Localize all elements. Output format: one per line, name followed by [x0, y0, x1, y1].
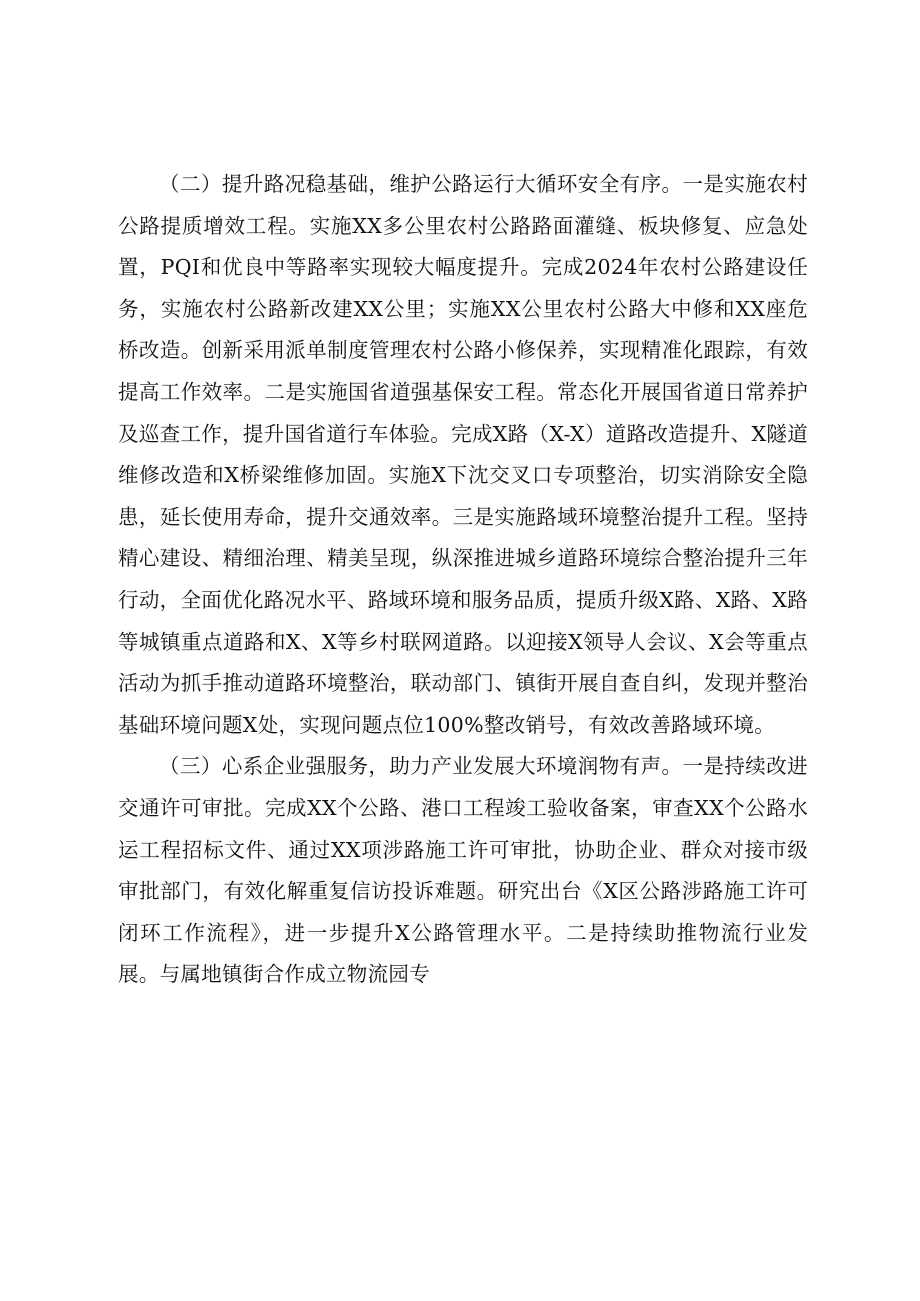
document-body — [118, 164, 808, 996]
paragraph-enterprise-service: （三）心系企业强服务，助力产业发展大环境润物有声。一是持续改进交通许可审批。完成XX个公路、港口工程竣工验收备案，审查XX个公路水运工程招标文件、通过XX项涉路施工许可审批，协助企业、群众对接市级审批部门，有效化解重复信访投诉难题。研究出台《X区公路涉路施工许可闭环工作流程》，进一步提升X公路管理水平。二是持续助推物流行业发展。与属地镇街合作成立物流园专 — [118, 754, 808, 987]
paragraph-road-conditions: （二）提升路况稳基础，维护公路运行大循环安全有序。一是实施农村公路提质增效工程。实施XX多公里农村公路路面灌缝、板块修复、应急处置，PQI和优良中等路率实现较大幅度提升。完成2024年农村公路建设任务，实施农村公路新改建XX公里；实施XX公里农村公路大中修和XX座危桥改造。创新采用派单制度管理农村公路小修保养，实现精准化跟踪，有效提高工作效率。二是实施国省道强基保安工程。常态化开展国省道日常养护及巡查工作，提升国省道行车体验。完成X路（X-X）道路改造提升、X隧道维修改造和X桥梁维修加固。实施X下沈交叉口专项整治，切实消除安全隐患，延长使用寿命，提升交通效率。三是实施路域环境整治提升工程。坚持精心建设、精细治理、精美呈现，纵深推进城乡道路环境综合整治提升三年行动，全面优化路况水平、路域环境和服务品质，提质升级X路、X路、X路等城镇重点道路和X、X等乡村联网道路。以迎接X领导人会议、X会等重点活动为抓手推动道路环境整治，联动部门、镇街开展自查自纠，发现并整治基础环境问题X处，实现问题点位100%整改销号，有效改善路域环境。 — [118, 172, 808, 737]
